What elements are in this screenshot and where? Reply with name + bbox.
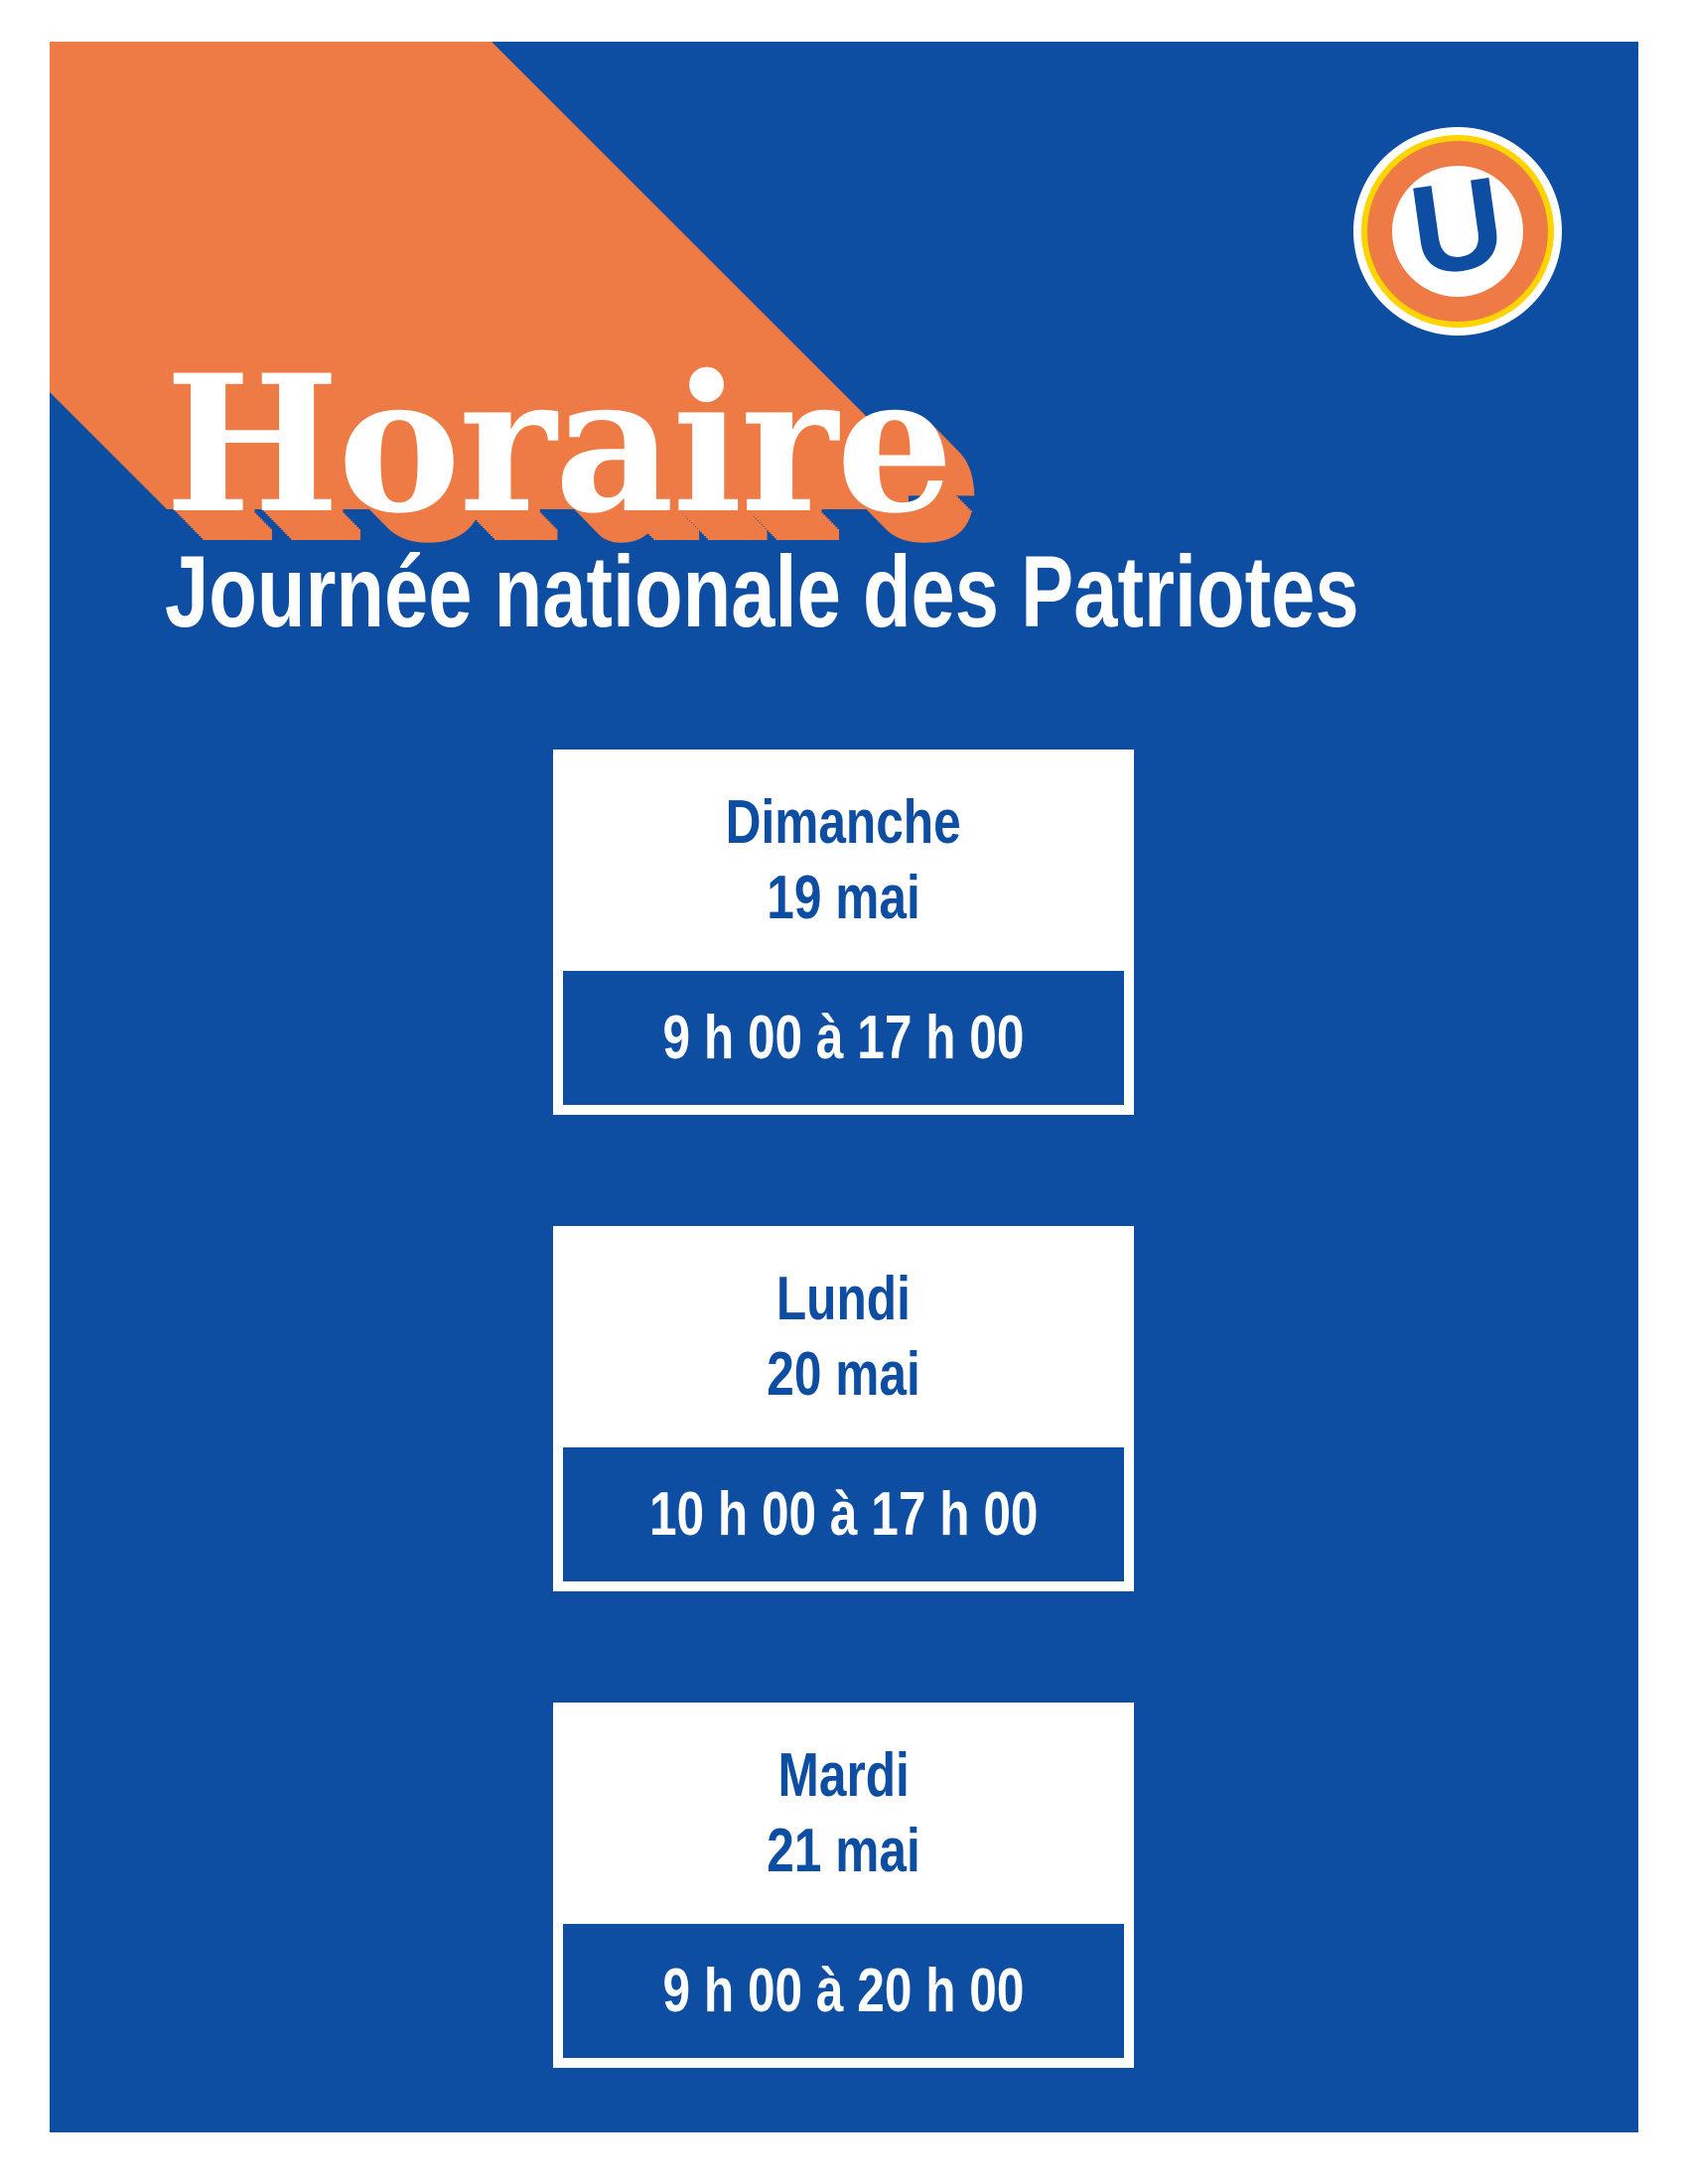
date-label: 19 mai xyxy=(767,863,920,932)
hours-badge xyxy=(563,1924,1124,2058)
schedule-card-mardi xyxy=(553,1703,1134,2068)
hours-badge xyxy=(563,1447,1124,1581)
hours-label: 9 h 00 à 20 h 00 xyxy=(662,1957,1025,2025)
blue-panel xyxy=(50,42,1638,2132)
date-label: 20 mai xyxy=(767,1339,920,1409)
hours-label: 9 h 00 à 17 h 00 xyxy=(662,1004,1025,1072)
date-label: 21 mai xyxy=(767,1816,920,1885)
logo-orange-ring xyxy=(1367,141,1548,322)
logo-yellow-ring xyxy=(1361,135,1554,328)
logo-letter-u: U xyxy=(1401,150,1513,304)
page-title: Horaire xyxy=(165,334,952,555)
page-subtitle: Journée nationale des Patriotes xyxy=(165,535,1359,648)
hours-badge xyxy=(563,971,1124,1105)
schedule-card-lundi xyxy=(553,1226,1134,1591)
schedule-card-dimanche xyxy=(553,750,1134,1115)
day-label: Lundi xyxy=(776,1264,911,1333)
day-date-label xyxy=(553,750,1134,971)
day-date-label xyxy=(553,1703,1134,1924)
day-date-label xyxy=(553,1226,1134,1447)
logo-white-disc xyxy=(1392,150,1523,304)
uniprix-logo xyxy=(1353,127,1562,336)
hours-label: 10 h 00 à 17 h 00 xyxy=(648,1480,1039,1549)
day-label: Dimanche xyxy=(725,787,962,857)
day-label: Mardi xyxy=(777,1740,910,1810)
